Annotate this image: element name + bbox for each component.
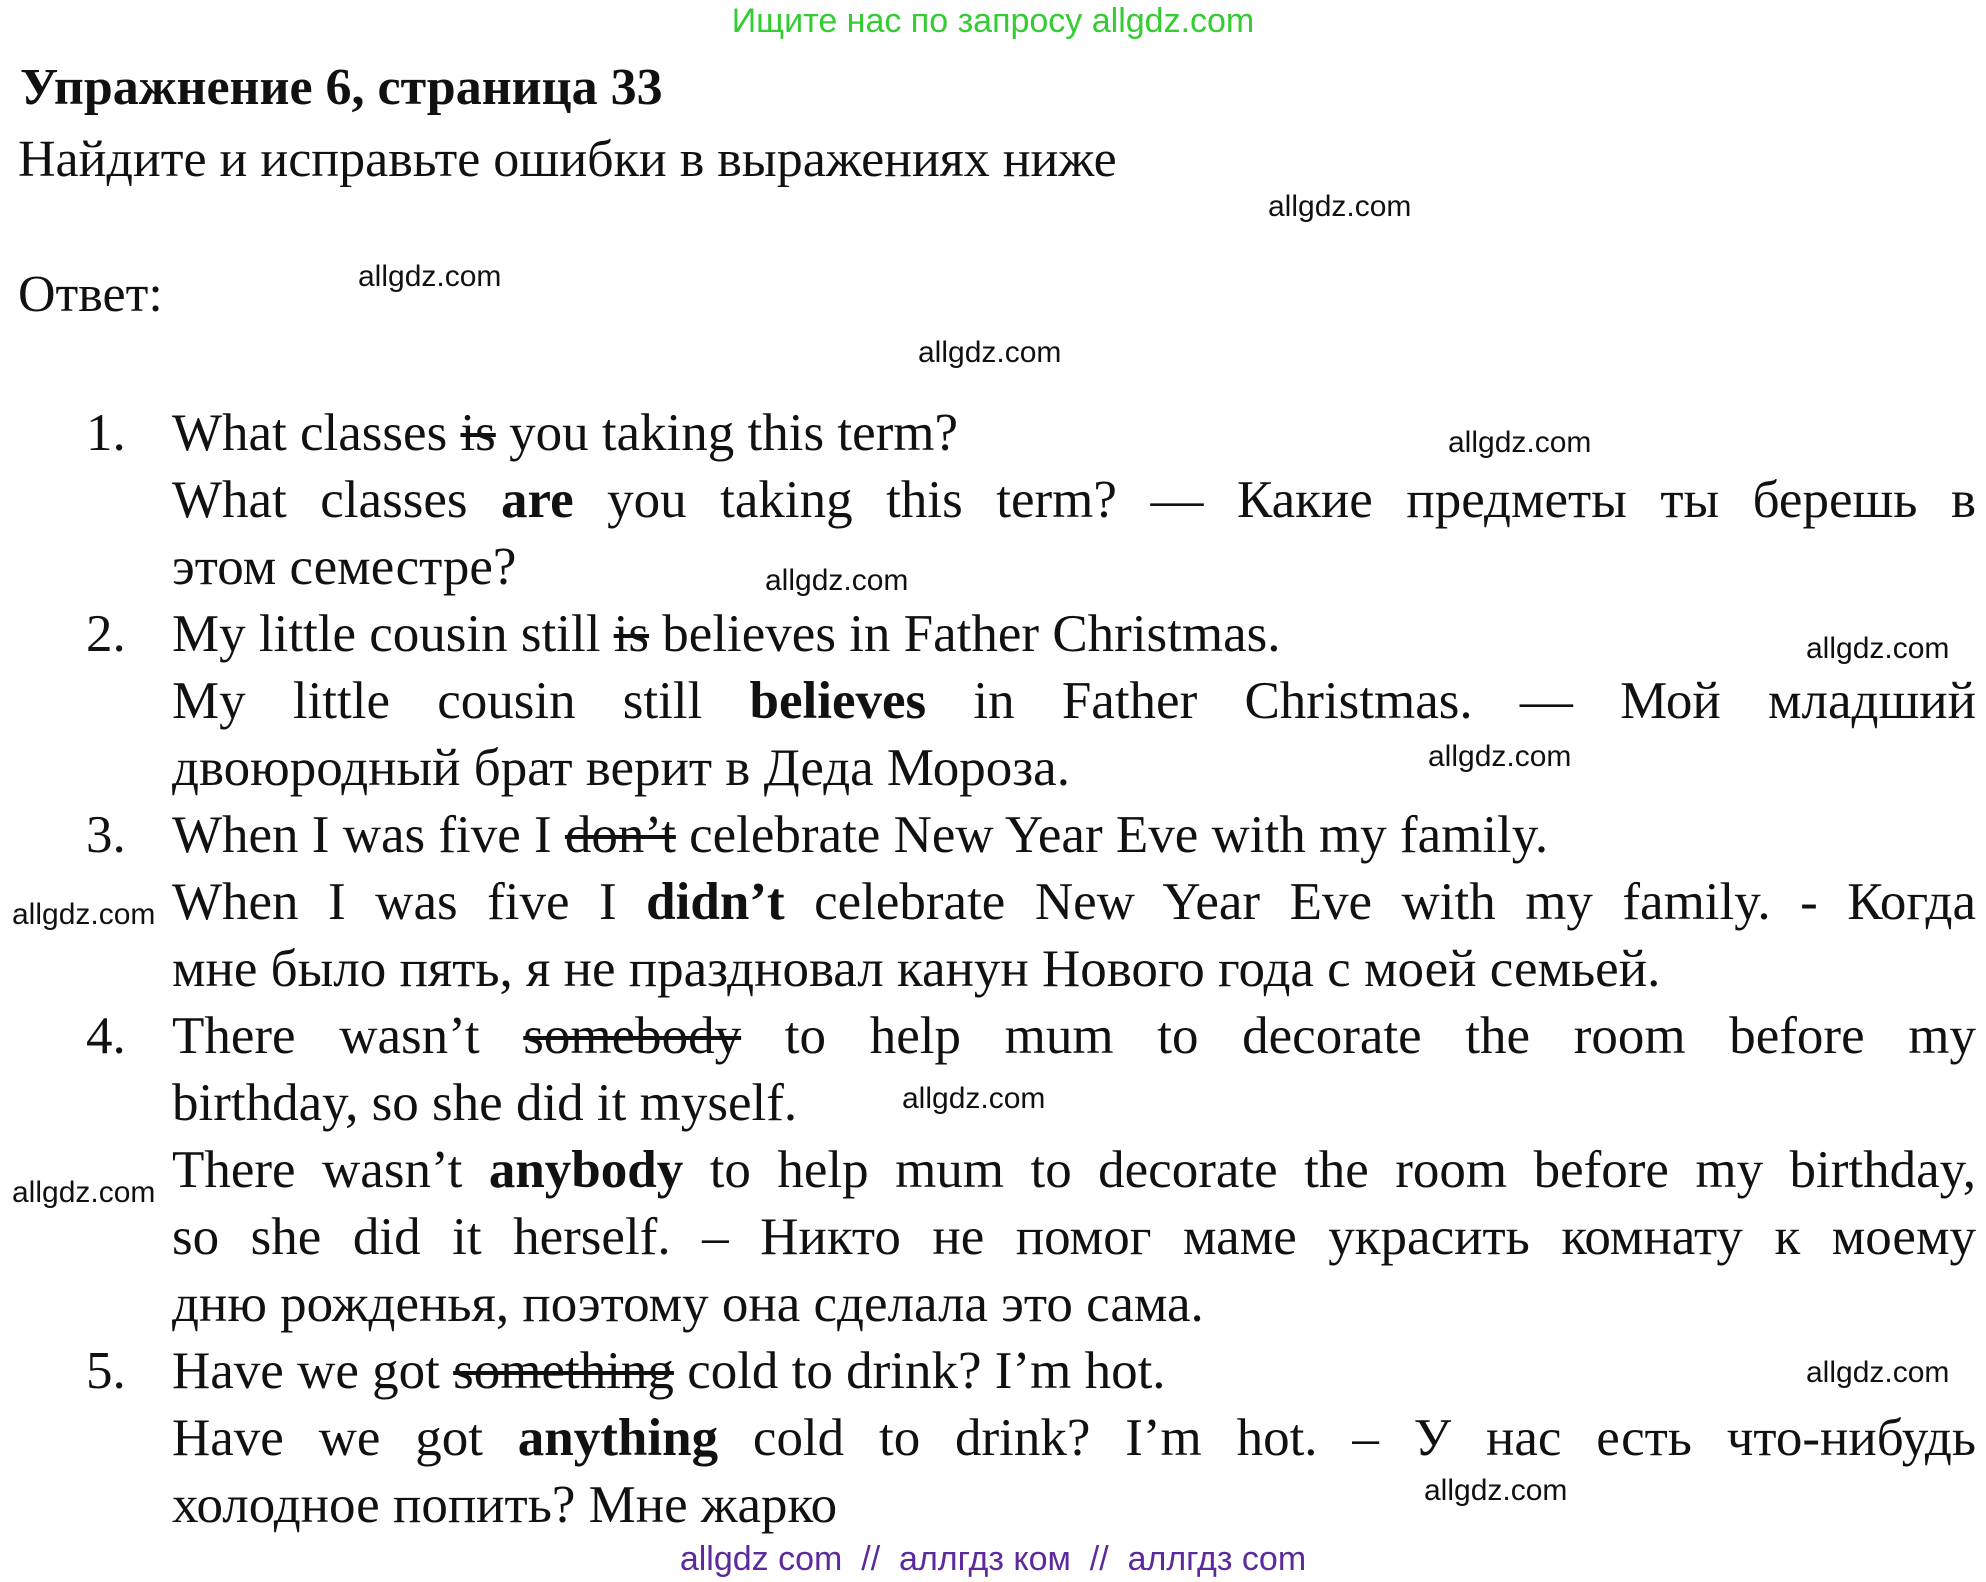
item-number: 2. bbox=[86, 605, 126, 663]
list-item bbox=[86, 400, 1976, 601]
wrong-sentence: What classes is you taking this term? bbox=[172, 404, 959, 462]
instruction: Найдите и исправьте ошибки в выражениях ниже bbox=[18, 131, 1117, 188]
watermark: allgdz.com bbox=[765, 564, 909, 597]
correction: are bbox=[501, 471, 574, 529]
list-item bbox=[86, 1338, 1976, 1539]
wrong-sentence-continuation: birthday, so she did it myself. bbox=[172, 1074, 798, 1132]
watermark: allgdz.com bbox=[918, 336, 1062, 369]
wrong-sentence: Have we got something cold to drink? I’m hot. bbox=[172, 1342, 1166, 1400]
list-item bbox=[86, 802, 1976, 1003]
correction: believes bbox=[749, 672, 927, 730]
watermark: allgdz.com bbox=[1806, 632, 1950, 665]
translation-continuation: двоюродный брат верит в Деда Мороза. bbox=[172, 739, 1070, 797]
watermark: allgdz.com bbox=[12, 1176, 156, 1209]
watermark: allgdz.com bbox=[1424, 1474, 1568, 1507]
wrong-sentence: My little cousin still is believes in Father Christmas. bbox=[172, 605, 1281, 663]
corrected-sentence: When I was five I didn’t celebrate New Year Eve with my family. - Когда bbox=[172, 873, 1977, 931]
correction: anybody bbox=[488, 1141, 684, 1199]
item-number: 1. bbox=[86, 404, 126, 462]
watermark: allgdz.com bbox=[902, 1082, 1046, 1115]
correction: anything bbox=[517, 1409, 719, 1467]
wrong-sentence: When I was five I don’t celebrate New Year Eve with my family. bbox=[172, 806, 1549, 864]
translation-continuation: so she did it herself. – Никто не помог маме украсить комнату к моему bbox=[172, 1208, 1976, 1266]
item-number: 5. bbox=[86, 1342, 126, 1400]
struck-error: something bbox=[453, 1342, 674, 1400]
list-item bbox=[86, 1003, 1976, 1338]
struck-error: is bbox=[460, 404, 496, 462]
watermark: allgdz.com bbox=[12, 898, 156, 931]
page-title: Упражнение 6, страница 33 bbox=[20, 59, 663, 116]
translation-continuation: этом семестре? bbox=[172, 538, 517, 596]
struck-error: somebody bbox=[523, 1007, 742, 1065]
top-banner: Ищите нас по запросу allgdz.com bbox=[731, 2, 1255, 40]
corrected-sentence: My little cousin still believes in Father Christmas. — Мой младший bbox=[172, 672, 1976, 730]
corrected-sentence: What classes are you taking this term? — Какие предметы ты берешь в bbox=[172, 471, 1976, 529]
watermark: allgdz.com bbox=[1428, 740, 1572, 773]
answer-label: Ответ: bbox=[18, 266, 163, 323]
watermark: allgdz.com bbox=[1268, 190, 1412, 223]
translation-continuation: мне было пять, я не праздновал канун Нового года с моей семьей. bbox=[172, 940, 1661, 998]
watermark: allgdz.com bbox=[1448, 426, 1592, 459]
struck-error: is bbox=[613, 605, 650, 663]
translation-continuation: дню рожденья, поэтому она сделала это сама. bbox=[172, 1275, 1204, 1333]
answer-list bbox=[86, 400, 1976, 1539]
corrected-sentence: Have we got anything cold to drink? I’m hot. – У нас есть что-нибудь bbox=[172, 1409, 1976, 1467]
struck-error: don’t bbox=[564, 806, 676, 864]
item-number: 4. bbox=[86, 1007, 126, 1065]
wrong-sentence: There wasn’t somebody to help mum to decorate the room before my bbox=[172, 1007, 1976, 1065]
correction: didn’t bbox=[646, 873, 785, 931]
watermark: allgdz.com bbox=[358, 260, 502, 293]
list-item bbox=[86, 601, 1976, 802]
corrected-sentence: There wasn’t anybody to help mum to decorate the room before my birthday, bbox=[172, 1141, 1976, 1199]
translation-continuation: холодное попить? Мне жарко bbox=[172, 1476, 838, 1534]
item-number: 3. bbox=[86, 806, 126, 864]
watermark: allgdz.com bbox=[1806, 1356, 1950, 1389]
footer-links: allgdz com // аллгдз ком // аллгдз com bbox=[679, 1540, 1307, 1578]
